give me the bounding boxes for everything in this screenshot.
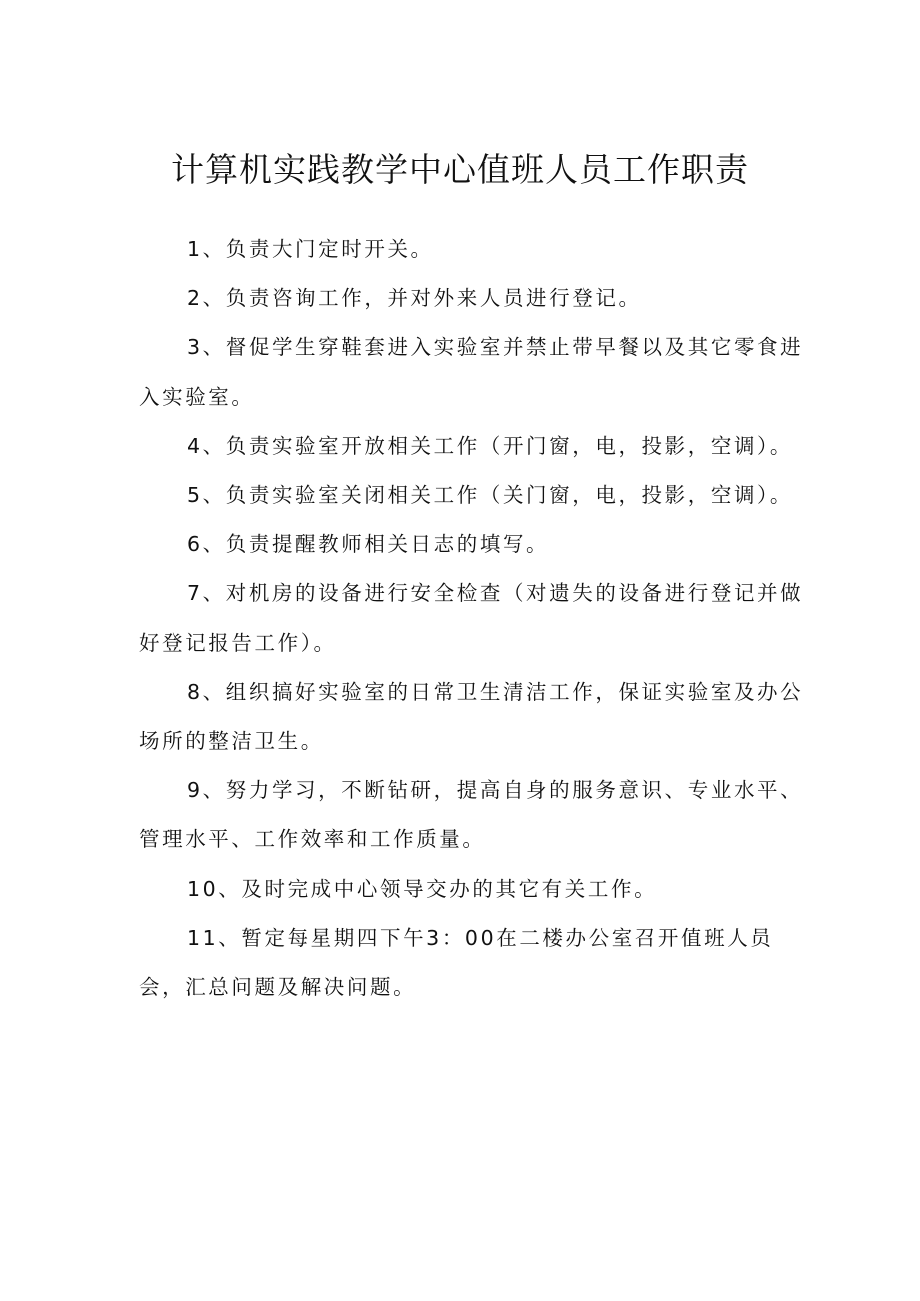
duty-item-4: 4、负责实验室开放相关工作（开门窗，电，投影，空调）。 (187, 433, 793, 458)
duty-list (139, 225, 809, 1012)
duty-item-5: 5、负责实验室关闭相关工作（关门窗，电，投影，空调）。 (187, 483, 793, 508)
duty-item-7: 7、对机房的设备进行安全检查（对遗失的设备进行登记并做好登记报告工作）。 (139, 581, 804, 655)
duty-item-3: 3、督促学生穿鞋套进入实验室并禁止带早餐以及其它零食进入实验室。 (139, 335, 804, 409)
document-title: 计算机实践教学中心值班人员工作职责 (171, 150, 749, 189)
duty-item-6: 6、负责提醒教师相关日志的填写。 (187, 532, 550, 557)
duty-item-9: 9、努力学习，不断钻研，提高自身的服务意识、专业水平、管理水平、工作效率和工作质量。 (139, 778, 804, 852)
duty-item-11: 11、暂定每星期四下午3：00在二楼办公室召开值班人员会，汇总问题及解决问题。 (139, 925, 774, 1000)
duty-item-10: 10、及时完成中心领导交办的其它有关工作。 (187, 876, 658, 901)
duty-item-1: 1、负责大门定时开关。 (187, 237, 434, 261)
duty-item-2: 2、负责咨询工作，并对外来人员进行登记。 (187, 286, 642, 311)
duty-item-8: 8、组织搞好实验室的日常卫生清洁工作，保证实验室及办公场所的整洁卫生。 (139, 679, 804, 754)
